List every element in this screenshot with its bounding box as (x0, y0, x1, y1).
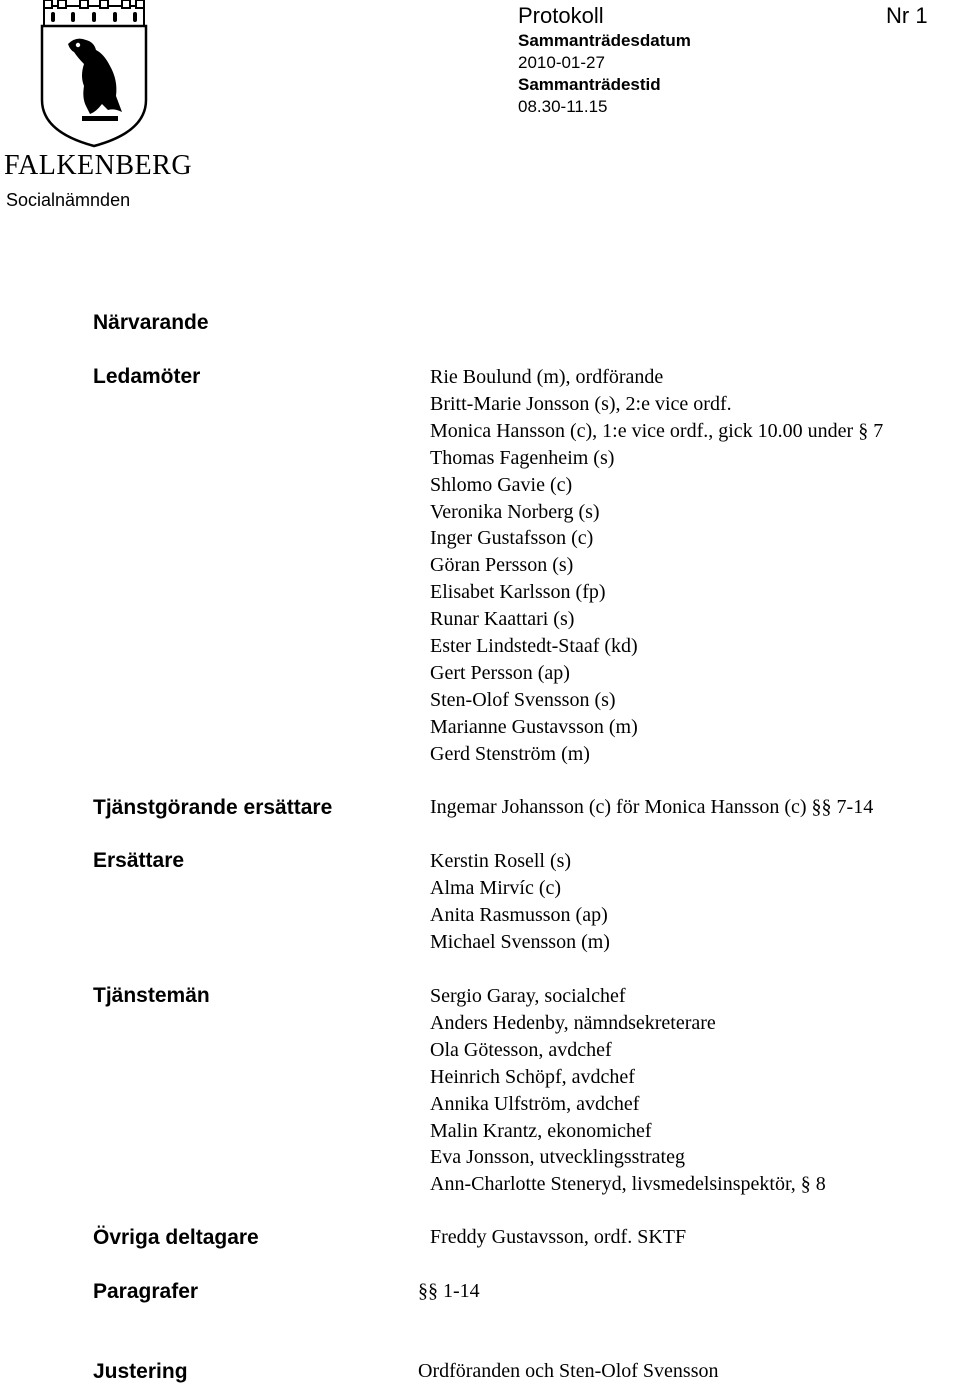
member-item: Gert Persson (ap) (430, 661, 570, 684)
substitute-item: Michael Svensson (m) (430, 930, 610, 953)
members-label: Ledamöter (93, 365, 201, 388)
officials-label: Tjänstemän (93, 984, 210, 1007)
official-item: Malin Krantz, ekonomichef (430, 1119, 652, 1142)
member-item: Marianne Gustavsson (m) (430, 715, 638, 738)
serving-substitutes-entry: Ingemar Johansson (c) för Monica Hansson (c) §§ 7-14 (430, 796, 874, 818)
other-participants-label: Övriga deltagare (93, 1226, 259, 1249)
substitute-item: Anita Rasmusson (ap) (430, 903, 608, 926)
member-item: Sten-Olof Svensson (s) (430, 688, 616, 711)
serving-substitutes-label: Tjänstgörande ersättare (93, 796, 333, 819)
department-name: Socialnämnden (6, 190, 131, 210)
member-item: Ester Lindstedt-Staaf (kd) (430, 635, 638, 658)
adjustment-value: Ordföranden och Sten-Olof Svensson (418, 1360, 719, 1382)
member-item: Inger Gustafsson (c) (430, 527, 594, 550)
member-item: Veronika Norberg (s) (430, 500, 600, 523)
member-item: Elisabet Karlsson (fp) (430, 581, 606, 604)
members-list (430, 364, 883, 768)
meeting-time: 08.30-11.15 (518, 97, 608, 116)
paragraphs-label: Paragrafer (93, 1280, 199, 1303)
official-item: Ann-Charlotte Steneryd, livsmedelsinspektör, § 8 (430, 1173, 826, 1196)
officials-list (430, 983, 826, 1198)
substitute-item: Kerstin Rosell (s) (430, 850, 572, 872)
official-item: Heinrich Schöpf, avdchef (430, 1065, 635, 1088)
official-item: Sergio Garay, socialchef (430, 985, 626, 1007)
meeting-date-label: Sammanträdesdatum (518, 31, 691, 50)
official-item: Anders Hedenby, nämndsekreterare (430, 1011, 716, 1034)
member-item: Gerd Stenström (m) (430, 742, 590, 765)
member-item: Thomas Fagenheim (s) (430, 446, 615, 469)
present-heading: Närvarande (93, 311, 209, 334)
meeting-time-label: Sammanträdestid (518, 75, 661, 94)
document-title: Protokoll (518, 3, 604, 28)
official-item: Eva Jonsson, utvecklingsstrateg (430, 1146, 685, 1169)
member-item: Britt-Marie Jonsson (s), 2:e vice ordf. (430, 392, 732, 415)
substitute-item: Alma Mirvíc (c) (430, 876, 562, 899)
member-item: Rie Boulund (m), ordförande (430, 366, 664, 388)
official-item: Ola Götesson, avdchef (430, 1038, 612, 1061)
official-item: Annika Ulfström, avdchef (430, 1092, 640, 1115)
adjustment-label: Justering (93, 1360, 188, 1383)
other-participants-entry: Freddy Gustavsson, ordf. SKTF (430, 1226, 687, 1248)
member-item: Shlomo Gavie (c) (430, 473, 573, 496)
org-name: FALKENBERG (4, 150, 193, 181)
paragraphs-value: §§ 1-14 (418, 1280, 480, 1302)
document-number: Nr 1 (886, 3, 928, 28)
coat-of-arms-logo (38, 0, 150, 148)
member-item: Göran Persson (s) (430, 554, 574, 577)
substitutes-list (430, 848, 610, 956)
member-item: Runar Kaattari (s) (430, 608, 575, 631)
member-item: Monica Hansson (c), 1:e vice ordf., gick 10.00 under § 7 (430, 419, 884, 442)
substitutes-label: Ersättare (93, 849, 185, 872)
meeting-date: 2010-01-27 (518, 53, 605, 72)
